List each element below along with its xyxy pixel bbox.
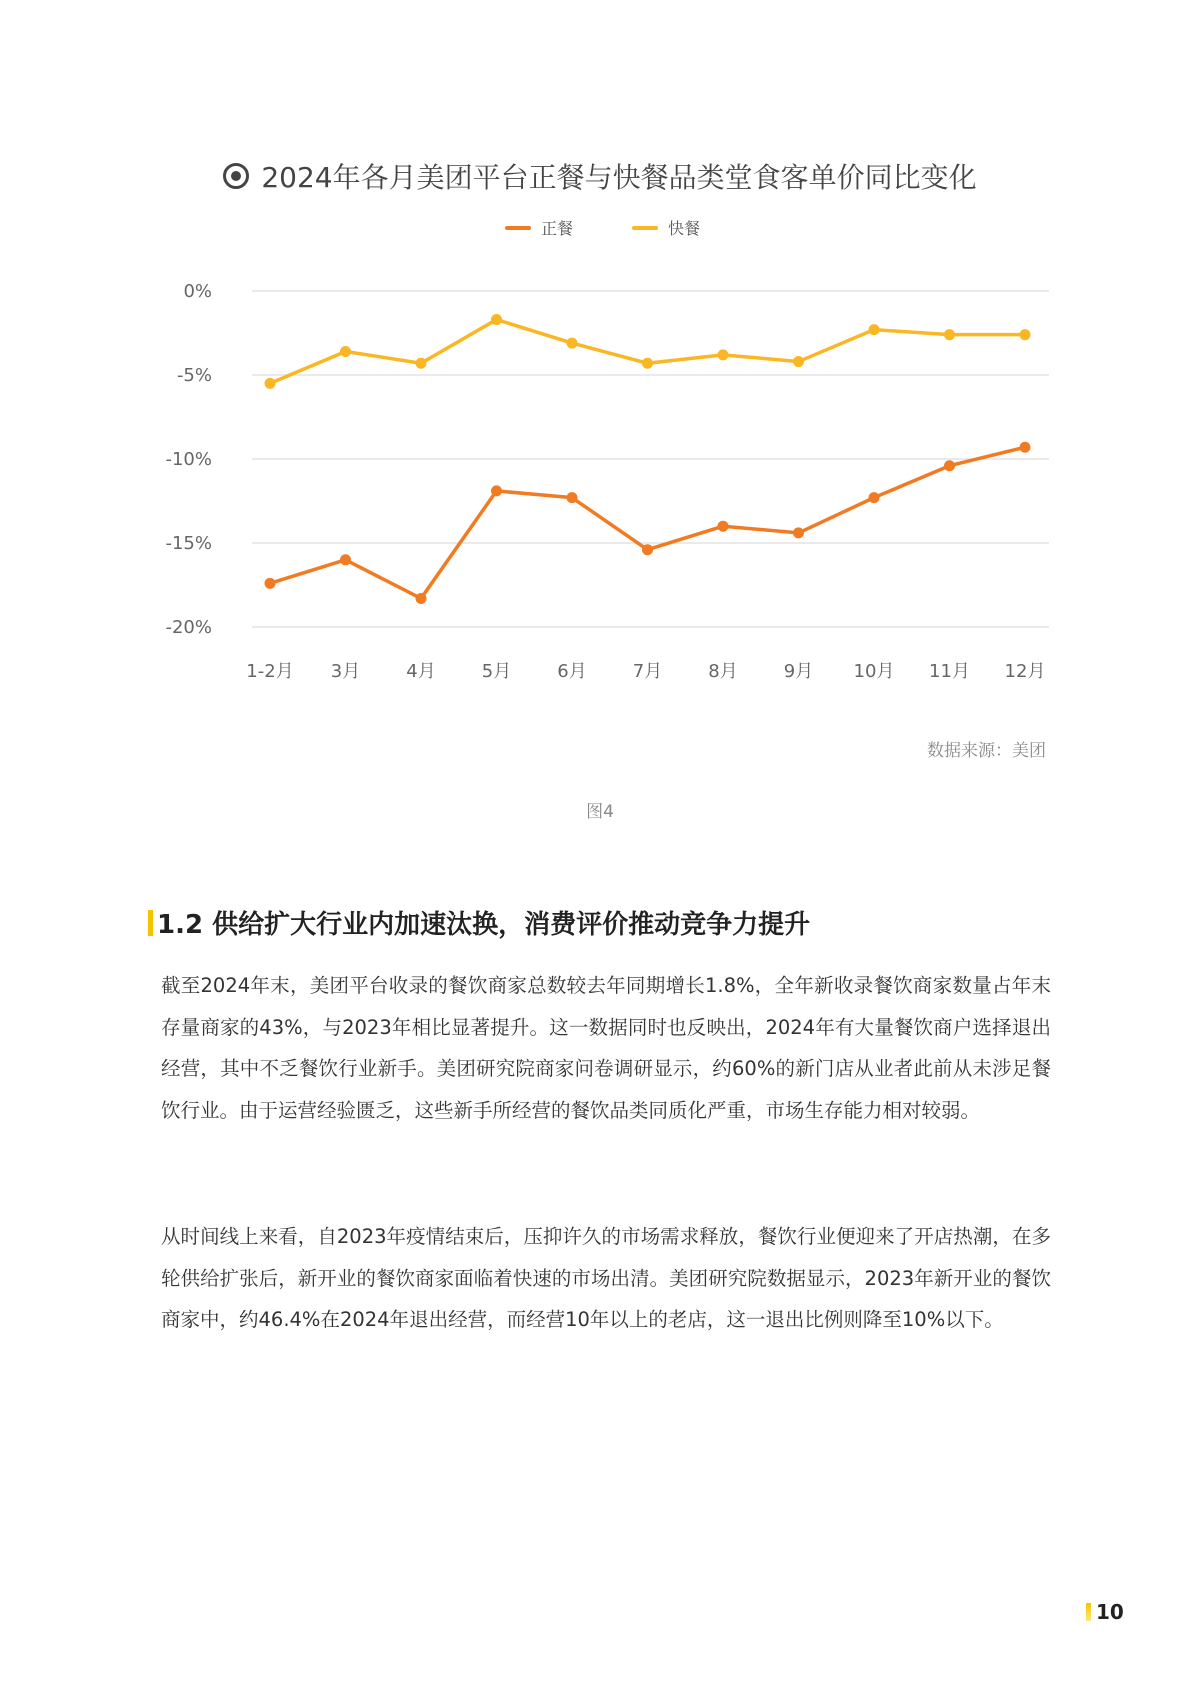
- data-point: [718, 521, 729, 532]
- data-point: [416, 358, 427, 369]
- page-number-accent: [1086, 1603, 1091, 1621]
- data-point: [793, 356, 804, 367]
- data-point: [944, 460, 955, 471]
- section-heading: [148, 904, 810, 941]
- x-tick-label: 6月: [557, 661, 587, 682]
- data-point: [265, 578, 276, 589]
- data-point: [642, 358, 653, 369]
- y-tick-label: -5%: [176, 365, 212, 386]
- page-number-text: 10: [1096, 1600, 1124, 1624]
- paragraph-2: 从时间线上来看，自2023年疫情结束后，压抑许久的市场需求释放，餐饮行业便迎来了开店热潮，在多轮供给扩张后，新开业的餐饮商家面临着快速的市场出清。美团研究院数据显示，2023年新开业的餐饮商家中，约46.4%在2024年退出经营，而经营10年以上的老店，这一退出比例则降至10%以下。: [161, 1225, 1051, 1332]
- data-point: [416, 593, 427, 604]
- legend-label: 正餐: [541, 219, 574, 238]
- line-chart: [0, 0, 1200, 720]
- x-tick-label: 8月: [708, 661, 738, 682]
- x-tick-label: 5月: [481, 661, 512, 682]
- paragraph-1: 截至2024年末，美团平台收录的餐饮商家总数较去年同期增长1.8%，全年新收录餐饮商家数量占年末存量商家的43%，与2023年相比显著提升。这一数据同时也反映出，2024年有大量餐饮商户选择退出经营，其中不乏餐饮行业新手。美团研究院商家问卷调研显示，约60%的新门店从业者此前从未涉足餐饮行业。由于运营经验匮乏，这些新手所经营的餐饮品类同质化严重，市场生存能力相对较弱。: [161, 974, 1051, 1123]
- x-tick-label: 1-2月: [246, 661, 294, 682]
- x-tick-label: 10月: [853, 661, 895, 682]
- y-tick-label: -15%: [165, 533, 212, 554]
- data-point: [1020, 442, 1031, 453]
- data-point: [567, 492, 578, 503]
- figure-label: 图4: [586, 802, 614, 822]
- data-point: [567, 338, 578, 349]
- section-heading-text: 1.2 供给扩大行业内加速汰换，消费评价推动竞争力提升: [157, 910, 811, 940]
- chart-title-text: 2024年各月美团平台正餐与快餐品类堂食客单价同比变化: [261, 161, 977, 194]
- data-point: [642, 544, 653, 555]
- x-tick-label: 4月: [406, 661, 436, 682]
- y-tick-label: -20%: [165, 617, 212, 638]
- x-tick-label: 12月: [1004, 661, 1046, 682]
- data-point: [793, 527, 804, 538]
- data-point: [718, 349, 729, 360]
- data-point: [1020, 329, 1031, 340]
- y-tick-label: 0%: [183, 281, 212, 302]
- legend-label: 快餐: [668, 219, 701, 238]
- data-point: [944, 329, 955, 340]
- x-tick-label: 9月: [783, 661, 814, 682]
- heading-accent-bar: [148, 910, 153, 936]
- data-point: [265, 378, 276, 389]
- series-line-快餐: [270, 320, 1025, 384]
- page-number: [1086, 1600, 1124, 1624]
- data-point: [869, 324, 880, 335]
- x-tick-label: 11月: [929, 661, 970, 682]
- data-point: [491, 485, 502, 496]
- series-line-正餐: [270, 447, 1025, 598]
- y-tick-label: -10%: [165, 449, 212, 470]
- data-point: [340, 554, 351, 565]
- data-point: [869, 492, 880, 503]
- data-source: 数据来源：美团: [927, 741, 1046, 761]
- x-tick-label: 3月: [330, 661, 361, 682]
- data-point: [340, 346, 351, 357]
- x-tick-label: 7月: [632, 661, 663, 682]
- data-point: [491, 314, 502, 325]
